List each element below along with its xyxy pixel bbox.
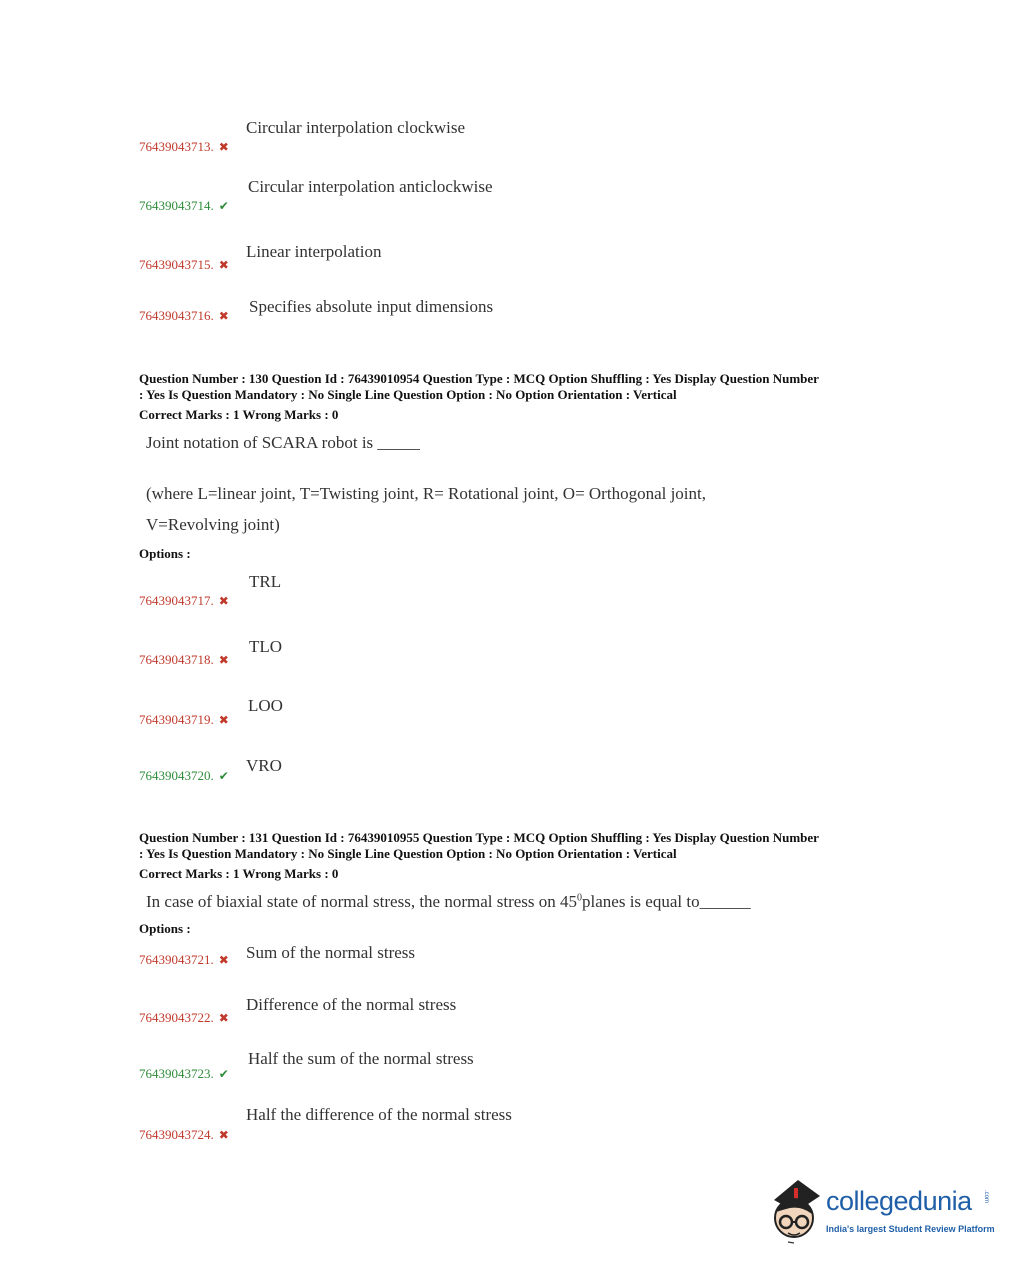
check-mark-icon: ✔: [218, 769, 229, 783]
option-id: 76439043724. ✖: [139, 1127, 229, 1142]
option-id: 76439043719. ✖: [139, 712, 229, 727]
wrong-mark-icon: ✖: [218, 713, 229, 727]
logo-tagline: India's largest Student Review Platform: [826, 1224, 995, 1234]
logo-suffix: .com: [983, 1190, 989, 1204]
wrong-mark-icon: ✖: [218, 1011, 229, 1025]
option-id: 76439043717. ✖: [139, 593, 229, 608]
option-id: 76439043714. ✔: [139, 198, 229, 213]
question-note: V=Revolving joint): [146, 515, 280, 534]
wrong-mark-icon: ✖: [218, 309, 229, 323]
check-mark-icon: ✔: [218, 199, 229, 213]
option-id: 76439043720. ✔: [139, 768, 229, 783]
question-text: Joint notation of SCARA robot is _____: [146, 433, 420, 452]
option-id: 76439043715. ✖: [139, 257, 229, 272]
option-id: 76439043721. ✖: [139, 952, 229, 967]
option-text: Circular interpolation clockwise: [246, 118, 466, 137]
wrong-mark-icon: ✖: [218, 653, 229, 667]
option-text: TRL: [249, 572, 282, 591]
option-id: 76439043718. ✖: [139, 652, 229, 667]
option-id: 76439043713. ✖: [139, 139, 229, 154]
option-text: Difference of the normal stress: [246, 995, 457, 1014]
logo-name: collegedunia: [826, 1186, 972, 1216]
check-mark-icon: ✔: [218, 1067, 229, 1081]
question-meta: Question Number : 130 Question Id : 76439010954 Question Type : MCQ Option Shuffling : Yes Display Question Number : Yes Is Question Mandatory : No Single Line Question Option : No Option Orientation : Vertical Correct Marks : 1 Wrong Marks : 0: [139, 371, 819, 422]
collegedunia-logo: [768, 1178, 998, 1248]
option-text: Linear interpolation: [246, 242, 382, 261]
wrong-mark-icon: ✖: [218, 258, 229, 272]
option-text: LOO: [248, 696, 283, 715]
question-note: (where L=linear joint, T=Twisting joint, R= Rotational joint, O= Orthogonal joint,: [146, 484, 707, 503]
option-id: 76439043722. ✖: [139, 1010, 229, 1025]
wrong-mark-icon: ✖: [218, 1128, 229, 1142]
options-label: Options :: [139, 546, 191, 561]
option-text: Sum of the normal stress: [246, 943, 416, 962]
wrong-mark-icon: ✖: [218, 594, 229, 608]
question-meta: Question Number : 131 Question Id : 76439010955 Question Type : MCQ Option Shuffling : Yes Display Question Number : Yes Is Question Mandatory : No Single Line Question Option : No Option Orientation : Vertical Correct Marks : 1 Wrong Marks : 0: [139, 830, 819, 881]
option-text: TLO: [249, 637, 283, 656]
question-text: In case of biaxial state of normal stress, the normal stress on $45^0planes$ is equal to______: [146, 892, 751, 911]
wrong-mark-icon: ✖: [218, 140, 229, 154]
wrong-mark-icon: ✖: [218, 953, 229, 967]
option-text: Circular interpolation anticlockwise: [248, 177, 493, 196]
option-text: Half the difference of the normal stress: [246, 1105, 512, 1124]
option-id: 76439043723. ✔: [139, 1066, 229, 1081]
option-text: Half the sum of the normal stress: [248, 1049, 474, 1068]
option-text: Specifies absolute input dimensions: [249, 297, 494, 316]
option-text: VRO: [246, 756, 282, 775]
options-label: Options :: [139, 921, 191, 936]
mascot-icon: [768, 1178, 826, 1244]
option-id: 76439043716. ✖: [139, 308, 229, 323]
